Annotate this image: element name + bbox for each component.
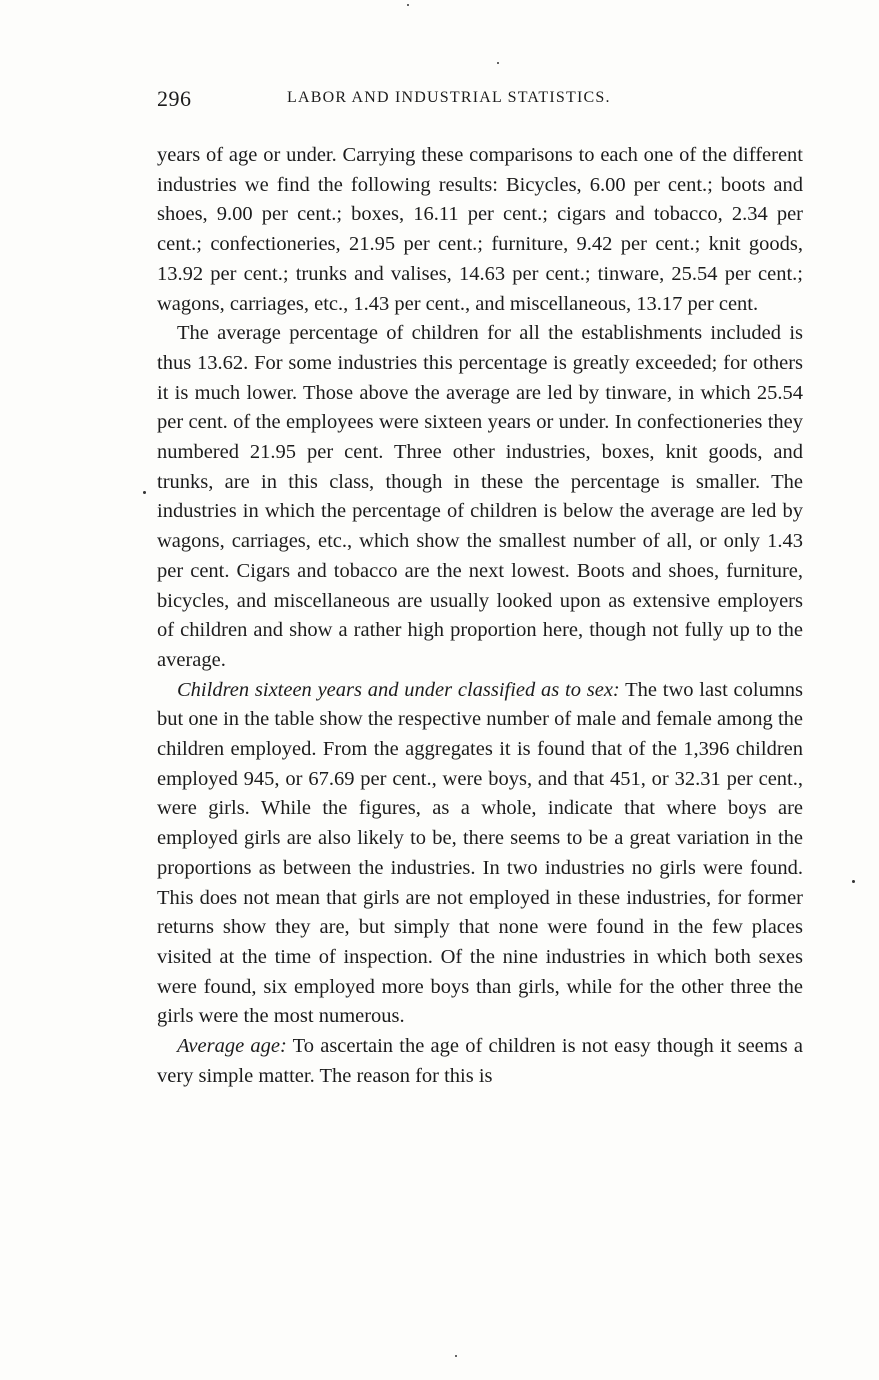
paragraph-text: The two last columns but one in the table show the respective number of male and female among the children employed. From the aggregates it is found that of the 1,396 children employed 945, or 67.69 per cent., were boys, and that 451, or 32.31 per cent., were girls. While the figures, as a whole, indicate that where boys are employed girls are also likely to be, there seems to be a great variation in the proportions as between the industries. In two industries no girls were found. This does not mean that girls are not employed in these industries, for former returns show they are, but simply that none were found in the few places visited at the time of inspection. Of the nine industries in which both sexes were found, six employed more boys than girls, while for the other three the girls were the most numerous. (157, 678, 804, 1028)
page-number: 296 (157, 86, 192, 111)
paragraph-text: To ascertain the age of children is not easy though it seems a very simple matter. The reason for this is (157, 1035, 804, 1087)
running-title: LABOR AND INDUSTRIAL STATISTICS. (287, 89, 611, 106)
page-header (157, 86, 803, 116)
scan-speck (455, 1355, 457, 1357)
paragraph-text: The average percentage of children for all the establishments included is thus 13.62. For some industries this percentage is greatly exceeded; for others it is much lower. Those above the average are led by tinware, in which 25.54 per cent. of the employees were sixteen years or under. In confectioneries they numbered 21.95 per cent. Three other industries, boxes, knit goods, and trunks, are in this class, though in these the percentage is smaller. The industries in which the percentage of children is below the average are led by wagons, carriages, etc., which show the smallest number of all, or only 1.43 per cent. Cigars and tobacco are the next lowest. Boots and shoes, furniture, bicycles, and miscellaneous are usually looked upon as extensive employers of children and show a rather high proportion here, though not fully up to the average. (157, 322, 803, 671)
scan-speck (852, 880, 855, 883)
paragraph (157, 319, 803, 675)
scan-speck (407, 4, 409, 6)
scan-speck (497, 62, 499, 64)
paragraph (157, 676, 803, 1032)
body-text (157, 141, 803, 1092)
paragraph-lead: Children sixteen years and under classified as to sex: (177, 678, 620, 701)
paragraph-lead: Average age: (177, 1035, 287, 1058)
paragraph (157, 141, 803, 319)
paragraph-text: years of age or under. Carrying these comparisons to each one of the different industries we find the following results: Bicycles, 6.00 per cent.; boots and shoes, 9.00 per cent.; boxes, 16.11 per cent.; cigars and tobacco, 2.34 per cent.; confectioneries, 21.95 per cent.; furniture, 9.42 per cent.; knit goods, 13.92 per cent.; trunks and valises, 14.63 per cent.; tinware, 25.54 per cent.; wagons, carriages, etc., 1.43 per cent., and miscellaneous, 13.17 per cent. (157, 144, 803, 315)
scan-speck (143, 491, 146, 494)
paragraph (157, 1032, 803, 1091)
